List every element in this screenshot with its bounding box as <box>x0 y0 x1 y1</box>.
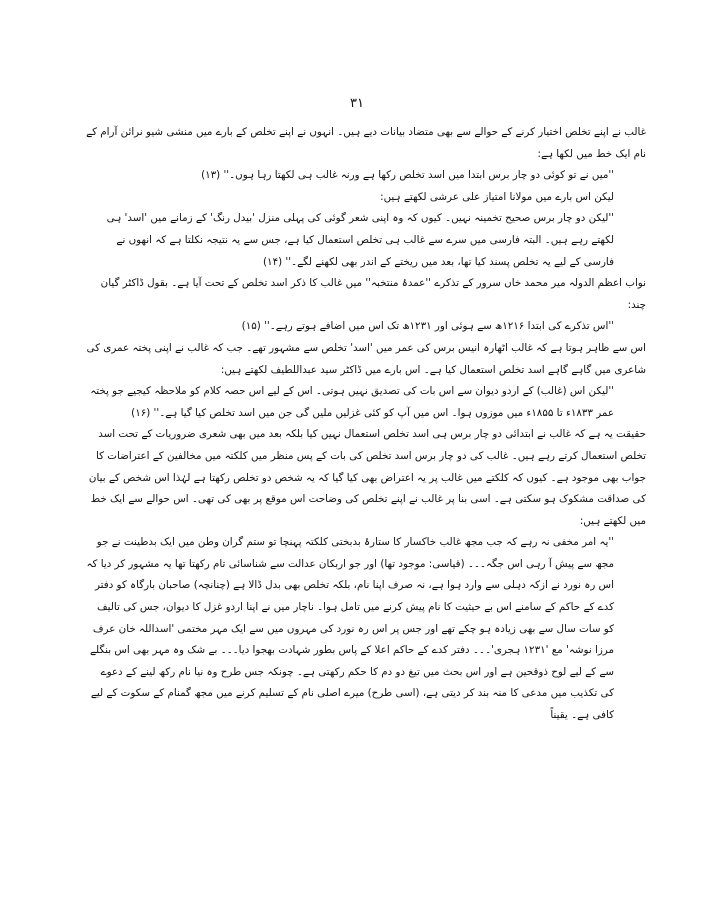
quote-paragraph: ''میں نے تو کوئی دو چار برس ابتدا میں اسد تخلص رکھا ہے ورنہ غالب ہی لکھتا رہا ہوں۔'' (۱۳) <box>201 169 614 182</box>
paragraph: غالب نے اپنے تخلص اختیار کرنے کے حوالے سے بھی متضاد بیانات دیے ہیں۔ انہوں نے اپنے تخلص کے بارے میں منشی شیو نرائن آرام کے نام ایک خط میں لکھا ہے: <box>86 126 646 160</box>
quote-paragraph: ''اس تذکرے کی ابتدا ۱۲۱۶ھ سے ہوئی اور ۱۲۳۱ھ تک اس میں اضافے ہوتے رہے۔'' (۱۵) <box>241 320 614 333</box>
paragraph: نواب اعظم الدولہ میر محمد خاں سرور کے تذکرے ''عمدۂ منتخبہ'' میں غالب کا ذکر اسد تخلص کے تحت آیا ہے۔ بقول ڈاکٹر گیان چند: <box>100 277 646 311</box>
paragraph: حقیقت یہ ہے کہ غالب نے ابتدائی دو چار برس ہی اسد تخلص استعمال نہیں کیا بلکہ بعد میں بھی شعری ضروریات کے تحت اسد تخلص استعمال کرتے رہے ہیں۔ غالب کی دو چار برس اسد تخلص کی بات کے پس منظر میں کلکتہ میں مخالفین کے اعتراضات کا جواب بھی موجود ہے۔ کیوں کہ کلکتے میں غالب پر یہ اعتراض بھی کیا گیا کہ یہ شخص دو تخلص رکھتا ہے لہٰذا اس شخص کے بیان کی صداقت مشکوک ہو سکتی ہے۔ اسی بنا پر غالب نے اپنے تخلص کی وضاحت اس موقع پر بھی کی تھی۔ اس حوالے سے ایک خط میں لکھتے ہیں: <box>88 428 646 527</box>
paragraph: لیکن اس بارے میں مولانا امتیاز علی عرشی لکھتے ہیں: <box>380 190 614 203</box>
quote-paragraph: ''لیکن اس (غالب) کے اردو دیوان سے اس بات کی تصدیق نہیں ہوتی۔ اس کے لیے اس حصہ کلام کو ملاحظہ کیجیے جو پختہ عمر ۱۸۳۳ء تا ۱۸۵۵ء میں موزوں ہوا۔ اس میں آپ کو کئی غزلیں ملیں گی جن میں اسد تخلص کیا گیا ہے۔'' (۱۶) <box>90 385 614 419</box>
page-number: ۳۱ <box>350 96 364 111</box>
text-body <box>86 122 646 727</box>
quote-paragraph: ''لیکن دو چار برس صحیح تخمینہ نہیں۔ کیوں کہ وہ اپنی شعر گوئی کی پہلی منزل 'بیدل رنگ' کے زمانے میں 'اسد' ہی لکھتے رہے ہیں۔ البتہ فارسی میں سرے سے غالب ہی تخلص استعمال کیا ہے، جس سے یہ نتیجہ نکلتا ہے کہ انھوں نے فارسی کے لیے یہ تخلص پسند کیا تھا، بعد میں ریختے کے اندر بھی لکھنے لگے۔'' (۱۴) <box>106 212 614 268</box>
quote-paragraph: ''یہ امر مخفی نہ رہے کہ جب مجھ غالب خاکسار کا ستارۂ بدبختی کلکتہ پہنچا تو ستم گران وطن میں ایک بدطینت نے جو مجھ سے پیش آ رہی اس جگہ۔۔۔ (قیاسی: موجود تھا) اور جو اربکان عدالت سے شناسائی تام رکھتا تھا یہ مشہور کر دیا کہ اس رہ نورد نے ازکہ دہلی سے وارد ہوا ہے، نہ صرف اپنا نام، بلکہ تخلص بھی بدل ڈالا ہے (چنانچہ) صاحبان بارگاہ کو دفتر کدے کے حاکم کے سامنے اس بے حیثیت کا نام پیش کرنے میں تامل ہوا۔ ناچار میں نے اپنا اردو غزل کا دیوان، جس کی تالیف کو سات سال سے بھی زیادہ ہو چکے تھے اور جس پر اس رہ نورد کی مہروں میں سے ایک مہر مختمی 'اسداللہ خان عرف مرزا نوشہ' مع '۱۲۳۱ ہجری'۔۔۔ دفتر کدے کے حاکم اعلا کے پاس بطور شہادت بھجوا دیا۔۔۔ بے شک وہ مہر بھی اس بنگلے سے کے لیے لوح ذوقحین ہے اور اس بحث میں تیغ دو دم کا حکم رکھتی ہے۔ چونکہ جس طرح وہ نیا نام رکھ لینے کے دعوے کی تکذیب میں مدعی کا منہ بند کر دیتی ہے، (اسی طرح) میرے اصلی نام کے تسلیم کرنے میں مجھ گمنام کے سکوت کے لیے کافی ہے۔ یقیناً <box>86 536 614 722</box>
paragraph: اس سے ظاہر ہوتا ہے کہ غالب اٹھارہ انیس برس کی عمر میں 'اسد' تخلص سے مشہور تھے۔ جب کہ غالب نے اپنی پختہ عمری کی شاعری میں گاہے گاہے اسد تخلص استعمال کیا ہے۔ اس بارے میں ڈاکٹر سید عبداللطیف لکھتے ہیں: <box>86 341 646 376</box>
